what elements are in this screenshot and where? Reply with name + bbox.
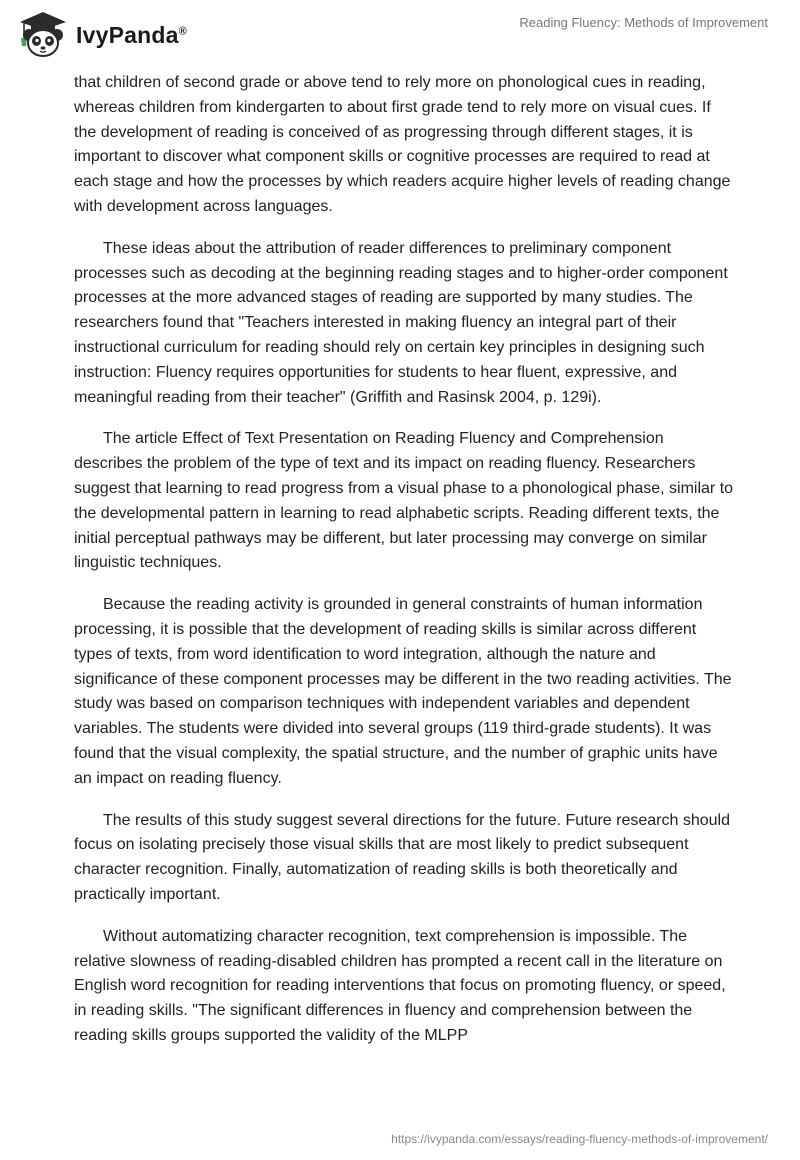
paragraph: Without automatizing character recognition, text comprehension is impossible. The relative slowness of reading-disabled children has prompted a recent call in the literature on English word recognition for reading interventions that focus on promoting fluency, or speed, in reading skills. "The significant differences in fluency and comprehension between the reading skills groups supported the validity of the MLPP (74, 927, 726, 1044)
ivypanda-logo[interactable] (14, 8, 187, 60)
paragraph: The article Effect of Text Presentation on Reading Fluency and Comprehension describes the problem of the type of text and its impact on reading fluency. Researchers suggest that learning to read progress from a visual phase to a phonological phase, similar to the developmental pattern in learning to read alphabetic scripts. Reading different texts, the initial perceptual pathways may be different, but later processing may converge on similar linguistic techniques. (74, 430, 734, 572)
document-title: Reading Fluency: Methods of Improvement (519, 15, 768, 30)
panda-graduate-icon (14, 8, 72, 60)
essay-body (74, 71, 734, 1066)
registered-mark: ® (178, 24, 187, 37)
page-header (0, 0, 800, 72)
brand-name: IvyPanda® (76, 21, 187, 48)
paragraph: that children of second grade or above tend to rely more on phonological cues in reading, whereas children from kindergarten to about first grade tend to rely more on visual cues. If the development of reading is conceived of as progressing through different stages, it is important to discover what component skills or cognitive processes are required to read at each stage and how the processes by which readers acquire higher levels of reading change with development across languages. (74, 74, 731, 215)
paragraph: Because the reading activity is grounded in general constraints of human information processing, it is possible that the development of reading skills is similar across different types of texts, from word identification to word integration, although the nature and significance of these component processes may be different in the two reading activities. The study was based on comparison techniques with independent variables and dependent variables. The students were divided into several groups (119 third-grade students). It was found that the visual complexity, the spatial structure, and the number of graphic units have an impact on reading fluency. (74, 596, 732, 787)
source-url[interactable]: https://ivypanda.com/essays/reading-fluency-methods-of-improvement/ (391, 1132, 768, 1146)
paragraph: The results of this study suggest several directions for the future. Future research should focus on isolating precisely those visual skills that are most likely to predict subsequent character recognition. Finally, automatization of reading skills is both theoretically and practically important. (74, 811, 730, 903)
paragraph: These ideas about the attribution of reader differences to preliminary component processes such as decoding at the beginning reading stages and to higher-order component processes at the more advanced stages of reading are supported by many studies. The researchers found that "Teachers interested in making fluency an integral part of their instructional curriculum for reading should rely on certain key principles in designing such instruction: Fluency requires opportunities for students to hear fluent, expressive, and meaningful reading from their teacher" (Griffith and Rasinsk 2004, p. 129i). (74, 239, 728, 406)
